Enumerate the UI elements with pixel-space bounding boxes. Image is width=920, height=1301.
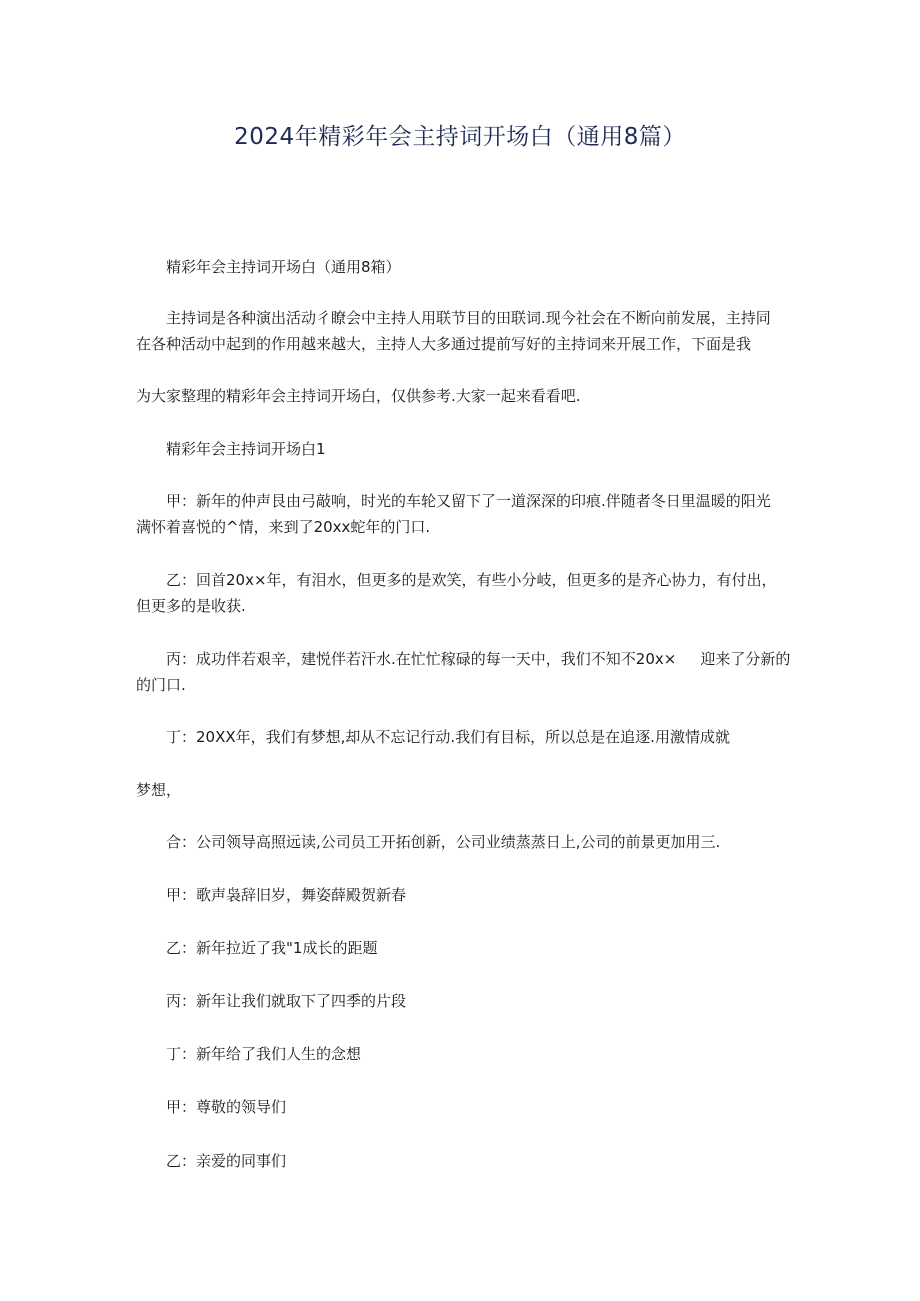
dialogue-bing-1-part-a: 丙：成功伴若艰辛，建悦伴若汗水.在忙忙稼碌的每一天中，我们不知不20x×: [166, 650, 677, 668]
subtitle-paragraph: 精彩年会主持词开场白（通用8箱）: [166, 258, 401, 276]
dialogue-yi-3: 乙：亲爱的同事们: [166, 1152, 287, 1170]
intro-continuation: 为大家整理的精彩年会主持词开场白，仅供参考.大家一起来看看吧.: [136, 387, 581, 405]
dialogue-bing-1-continuation: 的门口.: [136, 676, 186, 694]
dialogue-he-1: 合：公司领导高照远读,公司员工开拓创新，公司业绩蒸蒸日上,公司的前景更加用三.: [166, 833, 721, 851]
dialogue-ding-1: 丁：20XX年，我们有梦想,却从不忘记行动.我们有目标，所以总是在追逐.用激情成就: [166, 728, 730, 746]
dialogue-yi-2: 乙：新年拉近了我"1成长的距题: [166, 939, 378, 957]
dialogue-bing-2: 丙：新年让我们就取下了四季的片段: [166, 992, 407, 1010]
document-title: 2024年精彩年会主持词开场白（通用8篇）: [234, 124, 686, 150]
dialogue-jia-2: 甲：歌声袅辞旧岁，舞姿薛殿贺新春: [166, 886, 407, 904]
section-heading-1: 精彩年会主持词开场白1: [166, 440, 326, 458]
dialogue-jia-3: 甲：尊敬的领导们: [166, 1098, 287, 1116]
dialogue-ding-1-continuation: 梦想，: [136, 781, 182, 799]
intro-paragraph: 主持词是各种演出活动彳瞭会中主持人用联节目的田联词.现今社会在不断向前发展，主持同在各种活动中起到的作用越来越大，主持人大多通过提前写好的主持词来开展工作，下面是我: [136, 309, 771, 353]
dialogue-jia-1: 甲：新年的仲声艮由弓敲响，时光的车轮又留下了一道深深的印痕.伴随者冬日里温暖的阳光满怀着喜悦的^情，来到了20xx蛇年的门口.: [136, 492, 771, 536]
dialogue-yi-1: 乙：回首20x×年，有泪水，但更多的是欢笑，有些小分岐，但更多的是齐心协力，有付出，但更多的是收获.: [136, 571, 777, 615]
dialogue-bing-1: [166, 646, 790, 672]
dialogue-bing-1-part-b: 迎来了分新的: [700, 650, 791, 668]
dialogue-ding-2: 丁：新年给了我们人生的念想: [166, 1045, 362, 1063]
